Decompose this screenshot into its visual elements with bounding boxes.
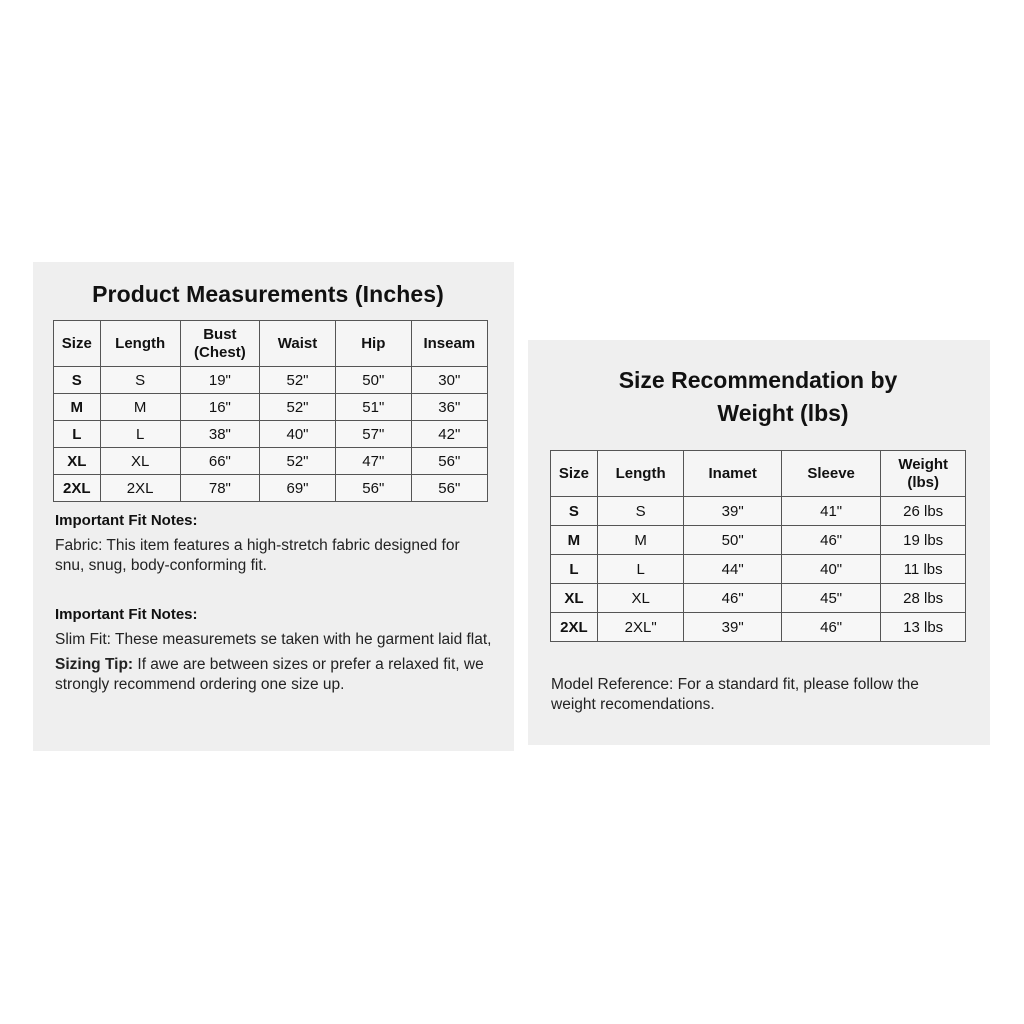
sizing-tip-note bbox=[55, 655, 505, 695]
column-header-length: Length bbox=[597, 451, 684, 497]
slim-fit-text: These measuremets se taken with he garment laid flat, bbox=[110, 631, 492, 648]
slim-fit-note bbox=[55, 630, 525, 650]
sleeve-cell: 41" bbox=[781, 497, 880, 526]
column-header-waist: Waist bbox=[260, 321, 336, 367]
length-cell: L bbox=[597, 555, 684, 584]
bust-cell: 16" bbox=[180, 394, 259, 421]
inseam-cell: 36" bbox=[411, 394, 487, 421]
length-cell: L bbox=[100, 421, 180, 448]
length-cell: XL bbox=[100, 448, 180, 475]
product-measurements-table bbox=[53, 320, 488, 502]
size-cell: XL bbox=[54, 448, 101, 475]
size-recommendation-title bbox=[558, 364, 958, 430]
table-row bbox=[551, 526, 966, 555]
slim-fit-label: Slim Fit: bbox=[55, 631, 111, 648]
table-row bbox=[551, 613, 966, 642]
inseam-cell: 56" bbox=[411, 475, 487, 502]
hip-cell: 47" bbox=[336, 448, 412, 475]
column-header-hip: Hip bbox=[336, 321, 412, 367]
size-recommendation-table bbox=[550, 450, 966, 642]
waist-cell: 40" bbox=[260, 421, 336, 448]
size-cell: L bbox=[551, 555, 598, 584]
table-row bbox=[551, 555, 966, 584]
hip-cell: 57" bbox=[336, 421, 412, 448]
weight-cell: 13 lbs bbox=[881, 613, 966, 642]
product-measurements-panel bbox=[33, 262, 514, 751]
table-row bbox=[54, 448, 488, 475]
waist-cell: 69" bbox=[260, 475, 336, 502]
weight-cell: 28 lbs bbox=[881, 584, 966, 613]
sleeve-cell: 40" bbox=[781, 555, 880, 584]
inseam-cell: 42" bbox=[411, 421, 487, 448]
length-cell: 2XL bbox=[100, 475, 180, 502]
waist-cell: 52" bbox=[260, 394, 336, 421]
inamet-cell: 46" bbox=[684, 584, 781, 613]
length-cell: S bbox=[597, 497, 684, 526]
inamet-cell: 39" bbox=[684, 613, 781, 642]
length-cell: M bbox=[100, 394, 180, 421]
product-measurements-title: Product Measurements (Inches) bbox=[92, 281, 444, 307]
sizing-tip-text: If awe are between sizes or prefer a relaxed fit, we strongly recommend ordering one size up. bbox=[55, 656, 484, 693]
column-header-sleeve: Sleeve bbox=[781, 451, 880, 497]
hip-cell: 56" bbox=[336, 475, 412, 502]
size-cell: L bbox=[54, 421, 101, 448]
size-cell: 2XL bbox=[54, 475, 101, 502]
column-header-bust: Bust (Chest) bbox=[180, 321, 259, 367]
length-cell: XL bbox=[597, 584, 684, 613]
table-row bbox=[54, 394, 488, 421]
table-row bbox=[551, 497, 966, 526]
bust-cell: 66" bbox=[180, 448, 259, 475]
weight-cell: 11 lbs bbox=[881, 555, 966, 584]
inamet-cell: 44" bbox=[684, 555, 781, 584]
size-cell: 2XL bbox=[551, 613, 598, 642]
size-recommendation-panel bbox=[528, 340, 990, 745]
title-line-1: Size Recommendation by bbox=[618, 367, 898, 393]
column-header-size: Size bbox=[54, 321, 101, 367]
column-header-size: Size bbox=[551, 451, 598, 497]
length-cell: 2XL" bbox=[597, 613, 684, 642]
length-cell: M bbox=[597, 526, 684, 555]
column-header-weight: Weight (lbs) bbox=[881, 451, 966, 497]
sleeve-cell: 45" bbox=[781, 584, 880, 613]
size-cell: S bbox=[551, 497, 598, 526]
hip-cell: 50" bbox=[336, 367, 412, 394]
bust-cell: 38" bbox=[180, 421, 259, 448]
bust-cell: 19" bbox=[180, 367, 259, 394]
length-cell: S bbox=[100, 367, 180, 394]
inseam-cell: 56" bbox=[411, 448, 487, 475]
waist-cell: 52" bbox=[260, 367, 336, 394]
table-row bbox=[54, 367, 488, 394]
size-cell: M bbox=[54, 394, 101, 421]
table-row bbox=[551, 584, 966, 613]
table-row bbox=[54, 475, 488, 502]
sizing-tip-label: Sizing Tip: bbox=[55, 656, 134, 673]
fit-notes-heading: Important Fit Notes: bbox=[55, 512, 198, 529]
title-line-2: Weight (lbs) bbox=[717, 400, 849, 426]
weight-cell: 26 lbs bbox=[881, 497, 966, 526]
inamet-cell: 39" bbox=[684, 497, 781, 526]
column-header-inseam: Inseam bbox=[411, 321, 487, 367]
model-reference-note: Model Reference: For a standard fit, please follow the weight recomendations. bbox=[551, 676, 919, 713]
size-cell: XL bbox=[551, 584, 598, 613]
column-header-inamet: Inamet bbox=[684, 451, 781, 497]
fit-notes-heading: Important Fit Notes: bbox=[55, 606, 198, 623]
hip-cell: 51" bbox=[336, 394, 412, 421]
column-header-length: Length bbox=[100, 321, 180, 367]
table-row bbox=[54, 421, 488, 448]
size-cell: M bbox=[551, 526, 598, 555]
bust-cell: 78" bbox=[180, 475, 259, 502]
size-cell: S bbox=[54, 367, 101, 394]
waist-cell: 52" bbox=[260, 448, 336, 475]
table-header-row bbox=[54, 321, 488, 367]
inamet-cell: 50" bbox=[684, 526, 781, 555]
table-header-row bbox=[551, 451, 966, 497]
weight-cell: 19 lbs bbox=[881, 526, 966, 555]
inseam-cell: 30" bbox=[411, 367, 487, 394]
sleeve-cell: 46" bbox=[781, 613, 880, 642]
fabric-note: Fabric: This item features a high-stretch fabric designed for snu, snug, body-conforming fit. bbox=[55, 537, 460, 574]
sleeve-cell: 46" bbox=[781, 526, 880, 555]
